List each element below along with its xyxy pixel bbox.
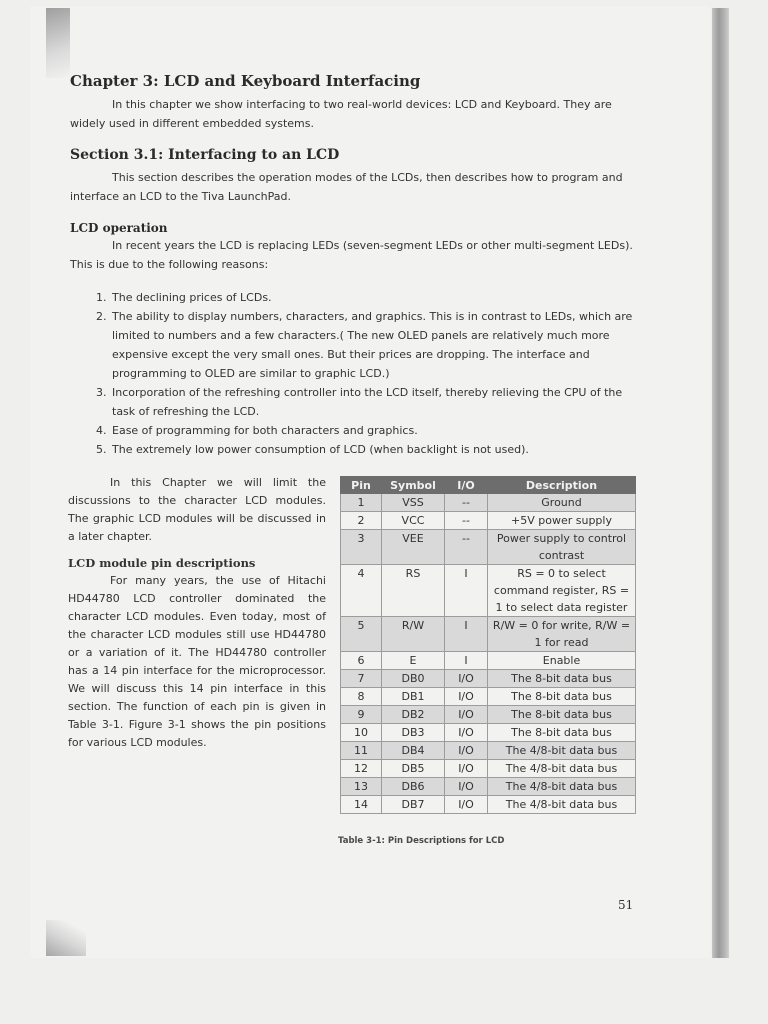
- pin-cell: 8: [341, 688, 382, 706]
- pin-cell: 14: [341, 796, 382, 814]
- symbol-cell: DB5: [382, 760, 445, 778]
- pin-cell: 3: [341, 530, 382, 565]
- page-number: 51: [618, 898, 634, 912]
- description-cell: +5V power supply: [488, 512, 636, 530]
- description-cell: R/W = 0 for write, R/W = 1 for read: [488, 617, 636, 652]
- io-cell: I/O: [445, 778, 488, 796]
- io-cell: I/O: [445, 760, 488, 778]
- table-row: [341, 688, 636, 706]
- pin-cell: 10: [341, 724, 382, 742]
- io-cell: I: [445, 617, 488, 652]
- pin-cell: 4: [341, 565, 382, 617]
- pin-table: [340, 476, 636, 814]
- section-title: Section 3.1: Interfacing to an LCD: [70, 147, 340, 163]
- list-item: 1. The declining prices of LCDs.: [110, 288, 640, 307]
- symbol-cell: DB1: [382, 688, 445, 706]
- io-cell: I: [445, 565, 488, 617]
- pin-cell: 2: [341, 512, 382, 530]
- left-column: [68, 474, 326, 752]
- io-cell: I: [445, 652, 488, 670]
- description-cell: Enable: [488, 652, 636, 670]
- description-cell: The 8-bit data bus: [488, 688, 636, 706]
- table-header-row: [341, 477, 636, 494]
- table-row: [341, 670, 636, 688]
- list-item: 4. Ease of programming for both characters and graphics.: [110, 421, 640, 440]
- table-row: [341, 494, 636, 512]
- description-cell: RS = 0 to select command register, RS = 1 to select data register: [488, 565, 636, 617]
- limit-paragraph: In this Chapter we will limit the discussions to the character LCD modules. The graphic LCD modules will be discussed in a later chapter.: [68, 476, 326, 543]
- header-io: I/O: [445, 477, 488, 494]
- pin-cell: 12: [341, 760, 382, 778]
- table-row: [341, 565, 636, 617]
- table-row: [341, 742, 636, 760]
- description-cell: The 8-bit data bus: [488, 706, 636, 724]
- description-cell: The 4/8-bit data bus: [488, 742, 636, 760]
- table-row: [341, 760, 636, 778]
- header-symbol: Symbol: [382, 477, 445, 494]
- scan-corner-bottom: [46, 920, 86, 956]
- symbol-cell: VEE: [382, 530, 445, 565]
- table-row: [341, 512, 636, 530]
- symbol-cell: DB6: [382, 778, 445, 796]
- description-cell: Power supply to control contrast: [488, 530, 636, 565]
- description-cell: The 8-bit data bus: [488, 724, 636, 742]
- io-cell: --: [445, 512, 488, 530]
- symbol-cell: DB0: [382, 670, 445, 688]
- reasons-list: [88, 288, 640, 459]
- symbol-cell: RS: [382, 565, 445, 617]
- pin-cell: 9: [341, 706, 382, 724]
- pin-cell: 5: [341, 617, 382, 652]
- scan-shadow-edge: [712, 8, 729, 958]
- pin-descriptions-heading: LCD module pin descriptions: [68, 556, 256, 570]
- header-description: Description: [488, 477, 636, 494]
- table-row: [341, 706, 636, 724]
- symbol-cell: E: [382, 652, 445, 670]
- io-cell: I/O: [445, 688, 488, 706]
- lcd-operation-heading: LCD operation: [70, 221, 168, 235]
- pin-descriptions-paragraph: For many years, the use of Hitachi HD44780 LCD controller dominated the character LCD modules. Even today, most of the character LCD modules still use HD44780 or a variation of it. The HD44780 controller has a 14 pin interface for the microprocessor. We will discuss this 14 pin interface in this section. The function of each pin is given in Table 3-1. Figure 3-1 shows the pin positions for various LCD modules.: [68, 574, 326, 749]
- symbol-cell: VCC: [382, 512, 445, 530]
- io-cell: --: [445, 494, 488, 512]
- pin-cell: 11: [341, 742, 382, 760]
- io-cell: I/O: [445, 742, 488, 760]
- lcd-operation-text: In recent years the LCD is replacing LEDs (seven-segment LEDs or other multi-segment LEDs). This is due to the following reasons:: [70, 239, 633, 271]
- description-cell: Ground: [488, 494, 636, 512]
- chapter-title: Chapter 3: LCD and Keyboard Interfacing: [70, 72, 421, 90]
- table-row: [341, 530, 636, 565]
- description-cell: The 8-bit data bus: [488, 670, 636, 688]
- symbol-cell: DB4: [382, 742, 445, 760]
- io-cell: I/O: [445, 670, 488, 688]
- symbol-cell: R/W: [382, 617, 445, 652]
- symbol-cell: DB7: [382, 796, 445, 814]
- list-item: 2. The ability to display numbers, characters, and graphics. This is in contrast to LEDs, which are limited to numbers and a few characters.( The new OLED panels are relatively much more expensive except the very small ones. But their prices are dropping. The interface and programming to OLED are similar to graphic LCD.): [110, 307, 640, 383]
- header-pin: Pin: [341, 477, 382, 494]
- list-item: 3. Incorporation of the refreshing controller into the LCD itself, thereby relieving the CPU of the task of refreshing the LCD.: [110, 383, 640, 421]
- table-row: [341, 652, 636, 670]
- list-item: 5. The extremely low power consumption of LCD (when backlight is not used).: [110, 440, 640, 459]
- io-cell: I/O: [445, 724, 488, 742]
- table-row: [341, 617, 636, 652]
- io-cell: --: [445, 530, 488, 565]
- table-row: [341, 724, 636, 742]
- table-caption: Table 3-1: Pin Descriptions for LCD: [338, 836, 505, 846]
- io-cell: I/O: [445, 796, 488, 814]
- section-intro: This section describes the operation modes of the LCDs, then describes how to program and interface an LCD to the Tiva LaunchPad.: [70, 171, 623, 203]
- table-row: [341, 778, 636, 796]
- table-row: [341, 796, 636, 814]
- pin-cell: 13: [341, 778, 382, 796]
- description-cell: The 4/8-bit data bus: [488, 796, 636, 814]
- symbol-cell: DB3: [382, 724, 445, 742]
- chapter-intro: In this chapter we show interfacing to two real-world devices: LCD and Keyboard. They are widely used in different embedded systems.: [70, 98, 612, 130]
- pin-cell: 1: [341, 494, 382, 512]
- pin-cell: 7: [341, 670, 382, 688]
- description-cell: The 4/8-bit data bus: [488, 778, 636, 796]
- symbol-cell: VSS: [382, 494, 445, 512]
- description-cell: The 4/8-bit data bus: [488, 760, 636, 778]
- scan-corner-top: [46, 8, 70, 78]
- pin-cell: 6: [341, 652, 382, 670]
- io-cell: I/O: [445, 706, 488, 724]
- symbol-cell: DB2: [382, 706, 445, 724]
